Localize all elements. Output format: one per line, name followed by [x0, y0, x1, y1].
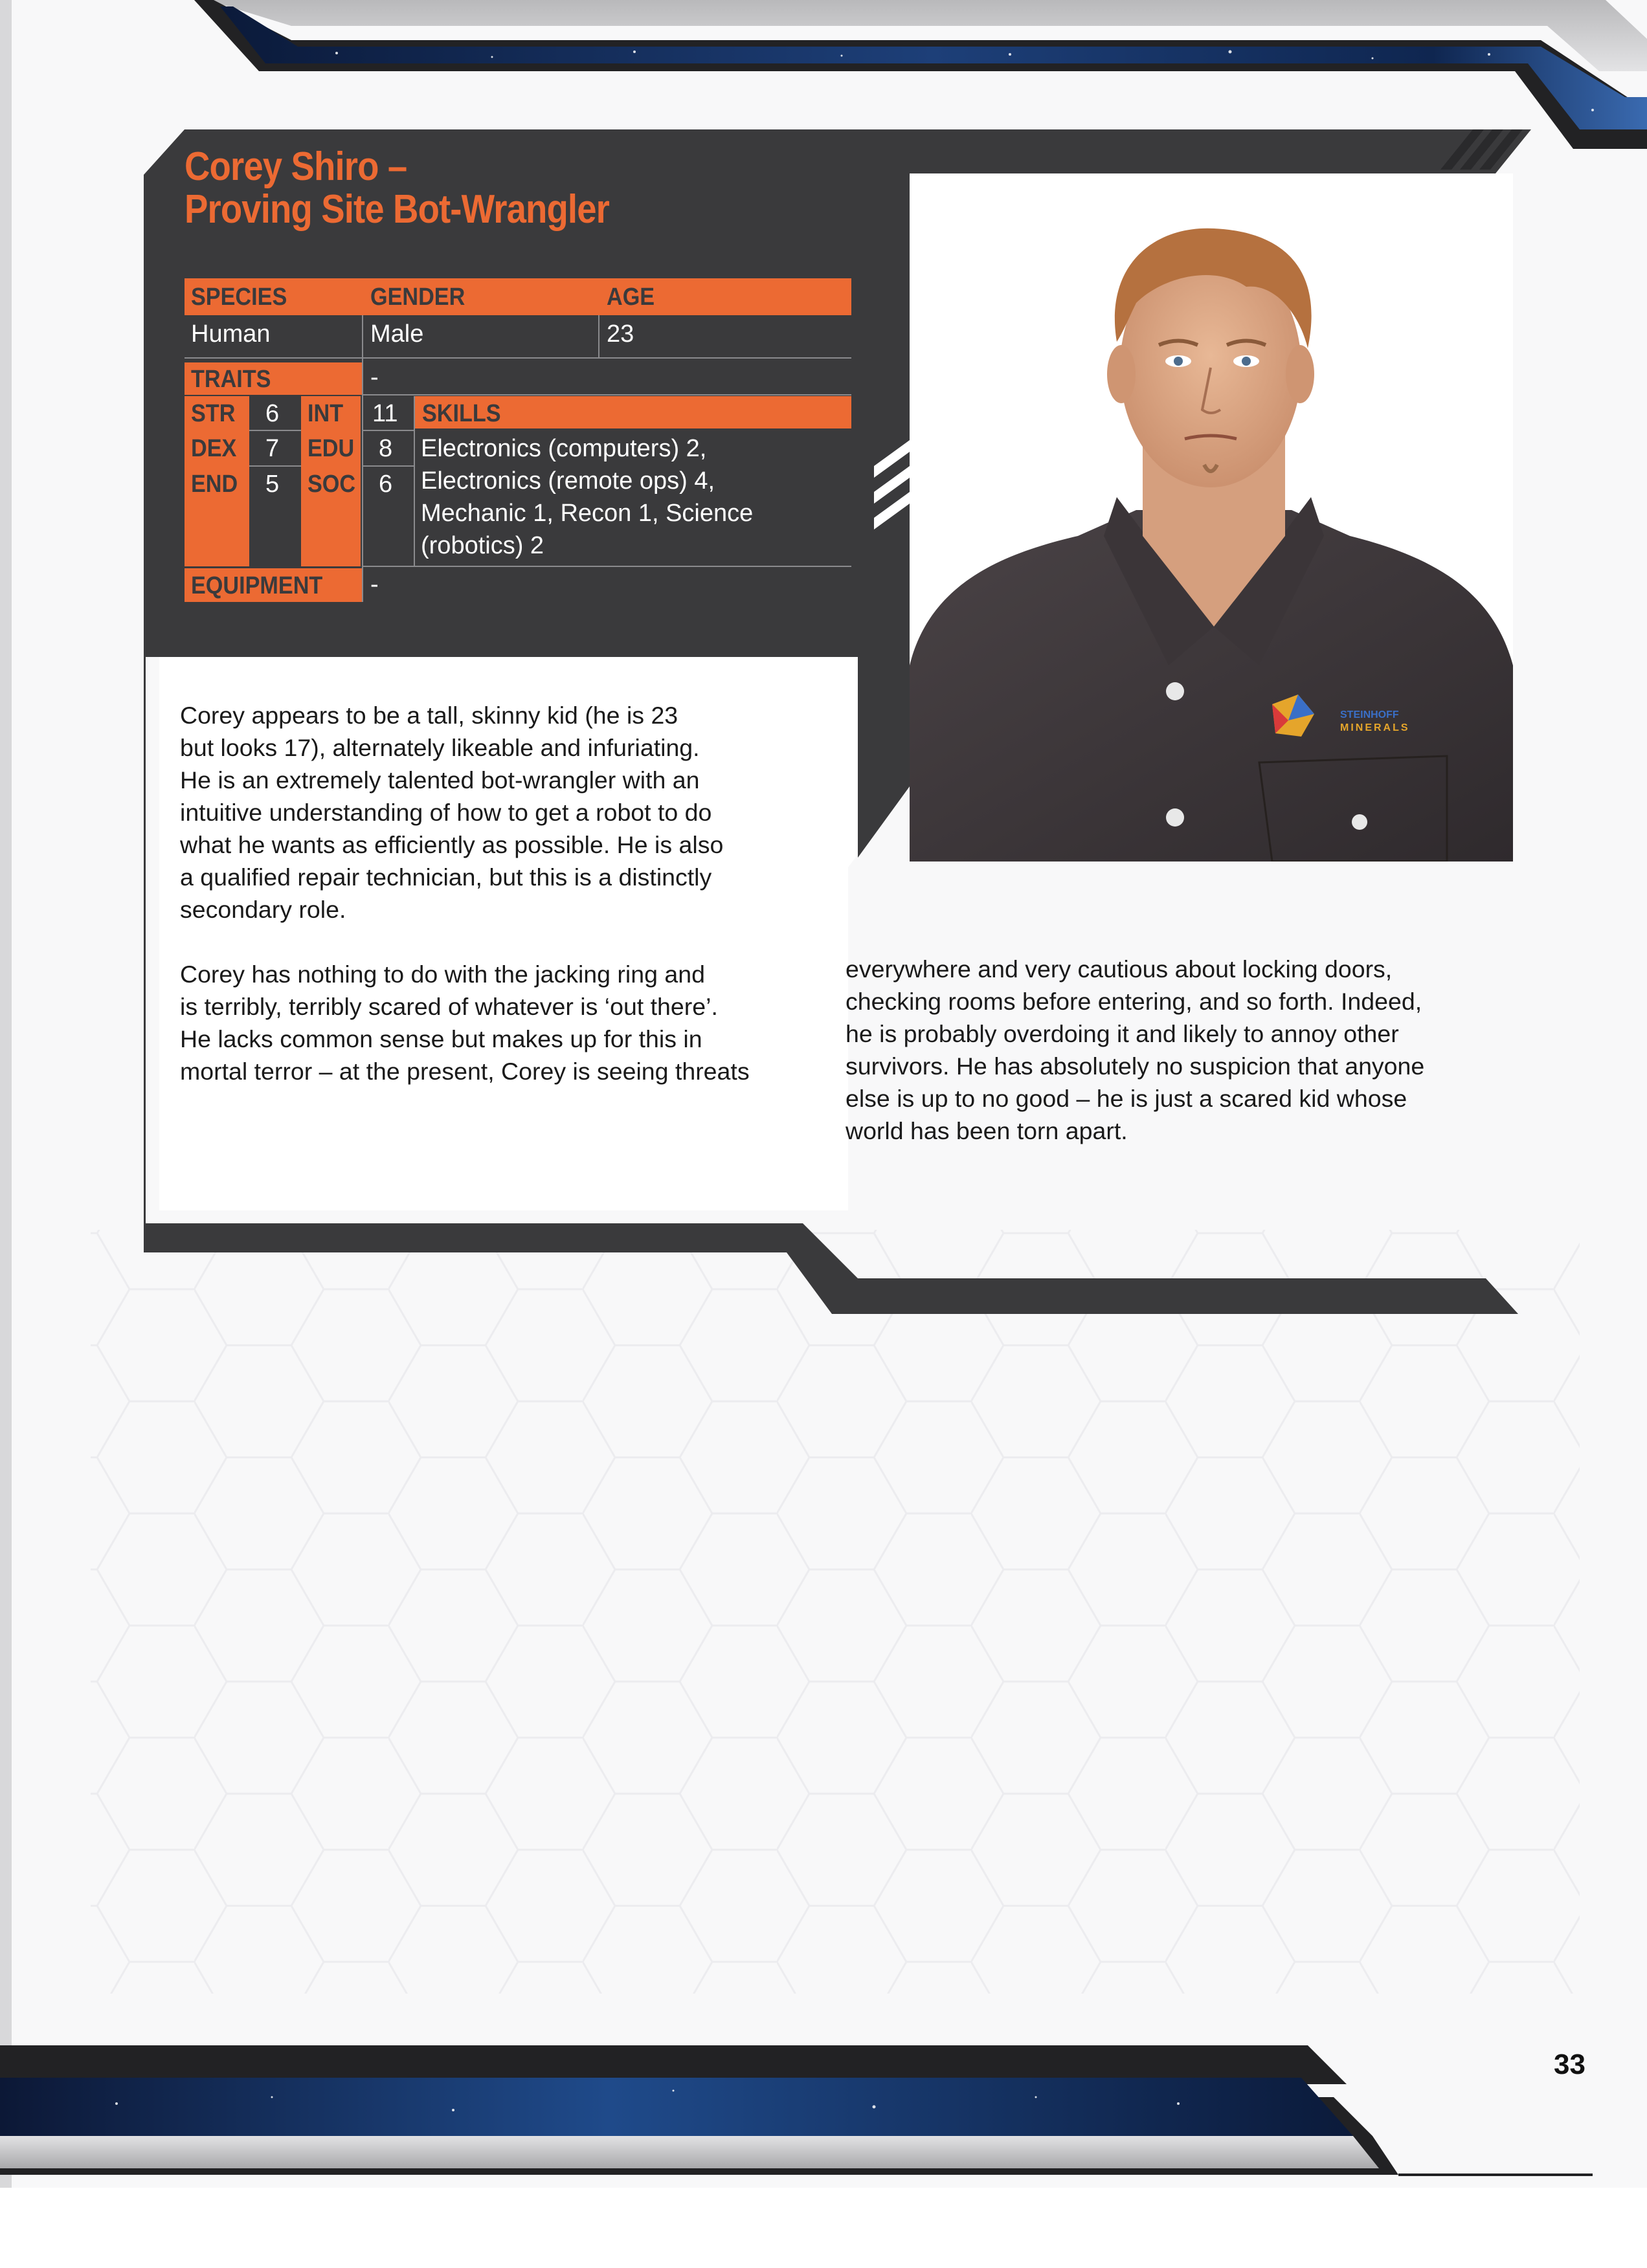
char-end-label: END	[191, 471, 238, 498]
bottom-banner	[0, 2007, 1647, 2201]
skills-line-1: Electronics (computers) 2,	[421, 435, 707, 462]
body-line: He lacks common sense but makes up for this in	[180, 1025, 702, 1052]
description-paragraph-2-right	[846, 953, 1525, 1147]
char-dex-label: DEX	[191, 435, 237, 462]
page-number: 33	[1554, 2049, 1585, 2080]
equipment-value: -	[370, 571, 379, 598]
char-soc-value: 6	[379, 471, 393, 498]
body-line: a qualified repair technician, but this is a distinctly	[180, 863, 712, 891]
body-line: survivors. He has absolutely no suspicion that anyone	[846, 1052, 1425, 1080]
logo-line-1: STEINHOFF	[1340, 709, 1399, 720]
body-line: world has been torn apart.	[846, 1117, 1128, 1144]
skills-line-4: (robotics) 2	[421, 532, 544, 559]
body-line: but looks 17), alternately likeable and infuriating.	[180, 734, 700, 761]
age-value: 23	[607, 320, 634, 348]
gender-value: Male	[370, 320, 424, 348]
skills-line-3: Mechanic 1, Recon 1, Science	[421, 500, 754, 527]
body-line: what he wants as efficiently as possible. He is also	[180, 831, 724, 858]
body-line: is terribly, terribly scared of whatever is ‘out there’.	[180, 993, 718, 1020]
skills-line-2: Electronics (remote ops) 4,	[421, 467, 715, 495]
body-line: intuitive understanding of how to get a robot to do	[180, 799, 712, 826]
char-str-label: STR	[191, 400, 236, 427]
species-header: SPECIES	[191, 284, 287, 311]
skills-label: SKILLS	[422, 400, 501, 427]
species-value: Human	[191, 320, 271, 348]
description-paragraph-2-left	[180, 958, 853, 1087]
body-line: He is an extremely talented bot-wrangler with an	[180, 766, 700, 794]
logo-line-2: MINERALS	[1340, 722, 1410, 733]
body-line: else is up to no good – he is just a scared kid whose	[846, 1085, 1407, 1112]
body-line: Corey appears to be a tall, skinny kid (he is 23	[180, 702, 678, 729]
npc-title-line-1: Corey Shiro –	[185, 144, 407, 189]
body-line: everywhere and very cautious about locking doors,	[846, 955, 1393, 983]
gender-header: GENDER	[370, 284, 465, 311]
char-soc-label: SOC	[308, 471, 356, 498]
char-str-value: 6	[265, 400, 280, 427]
char-dex-value: 7	[265, 435, 280, 462]
char-end-value: 5	[265, 471, 280, 498]
char-edu-label: EDU	[308, 435, 355, 462]
body-line: checking rooms before entering, and so forth. Indeed,	[846, 988, 1422, 1015]
portrait-illustration	[910, 173, 1513, 862]
description-paragraph-1	[180, 699, 853, 926]
char-int-value: 11	[372, 400, 398, 427]
equipment-label: EQUIPMENT	[191, 572, 323, 599]
body-line: mortal terror – at the present, Corey is seeing threats	[180, 1058, 750, 1085]
character-portrait	[910, 173, 1513, 862]
traits-value: -	[370, 364, 379, 391]
age-header: AGE	[607, 284, 655, 311]
char-edu-value: 8	[379, 435, 393, 462]
body-line: secondary role.	[180, 896, 346, 923]
body-line: Corey has nothing to do with the jacking ring and	[180, 961, 705, 988]
char-int-label: INT	[308, 400, 344, 427]
npc-title-line-2: Proving Site Bot-Wrangler	[185, 187, 610, 232]
traits-label: TRAITS	[191, 366, 271, 393]
body-line: he is probably overdoing it and likely to annoy other	[846, 1020, 1399, 1047]
